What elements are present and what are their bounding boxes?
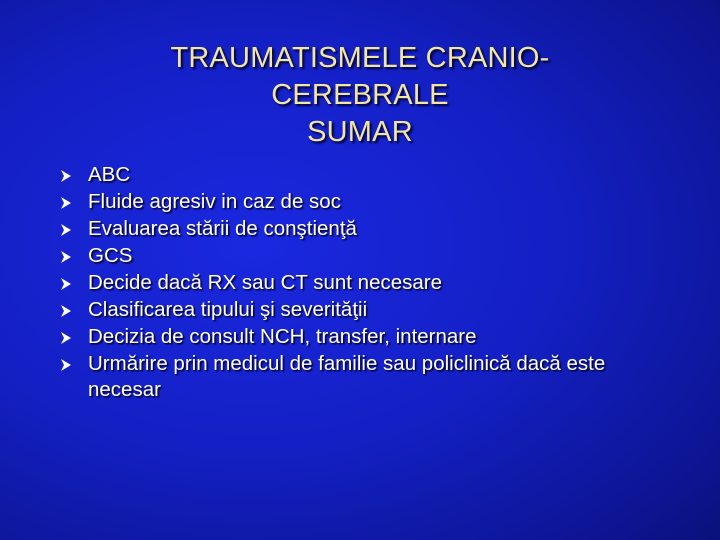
arrowhead-bullet-icon [60,224,72,236]
arrowhead-bullet-icon [60,170,72,182]
arrowhead-bullet-icon [60,278,72,290]
bullet-item [60,351,680,403]
bullet-list [60,162,680,404]
bullet-item [60,270,680,296]
bullet-text: ABC [88,163,131,186]
bullet-item [60,216,680,242]
arrowhead-bullet-icon [60,197,72,209]
bullet-item [60,162,680,188]
bullet-text: Clasificarea tipului şi severităţii [88,298,368,321]
bullet-item [60,324,680,350]
arrowhead-bullet-icon [60,359,72,371]
title-line-2: CEREBRALE [271,79,449,111]
bullet-text: Urmărire prin medicul de familie sau policlinică dacă este necesar [88,352,606,401]
bullet-item [60,189,680,215]
title-line-3: SUMAR [307,116,413,148]
bullet-text: Fluide agresiv in caz de soc [88,190,341,213]
slide-title [100,40,620,151]
bullet-item [60,243,680,269]
bullet-text: GCS [88,244,133,267]
bullet-text: Decizia de consult NCH, transfer, internare [88,325,477,348]
title-line-1: TRAUMATISMELE CRANIO- [170,42,550,74]
arrowhead-bullet-icon [60,251,72,263]
bullet-item [60,297,680,323]
arrowhead-bullet-icon [60,305,72,317]
bullet-text: Decide dacă RX sau CT sunt necesare [88,271,443,294]
bullet-text: Evaluarea stării de conştienţă [88,217,357,240]
arrowhead-bullet-icon [60,332,72,344]
